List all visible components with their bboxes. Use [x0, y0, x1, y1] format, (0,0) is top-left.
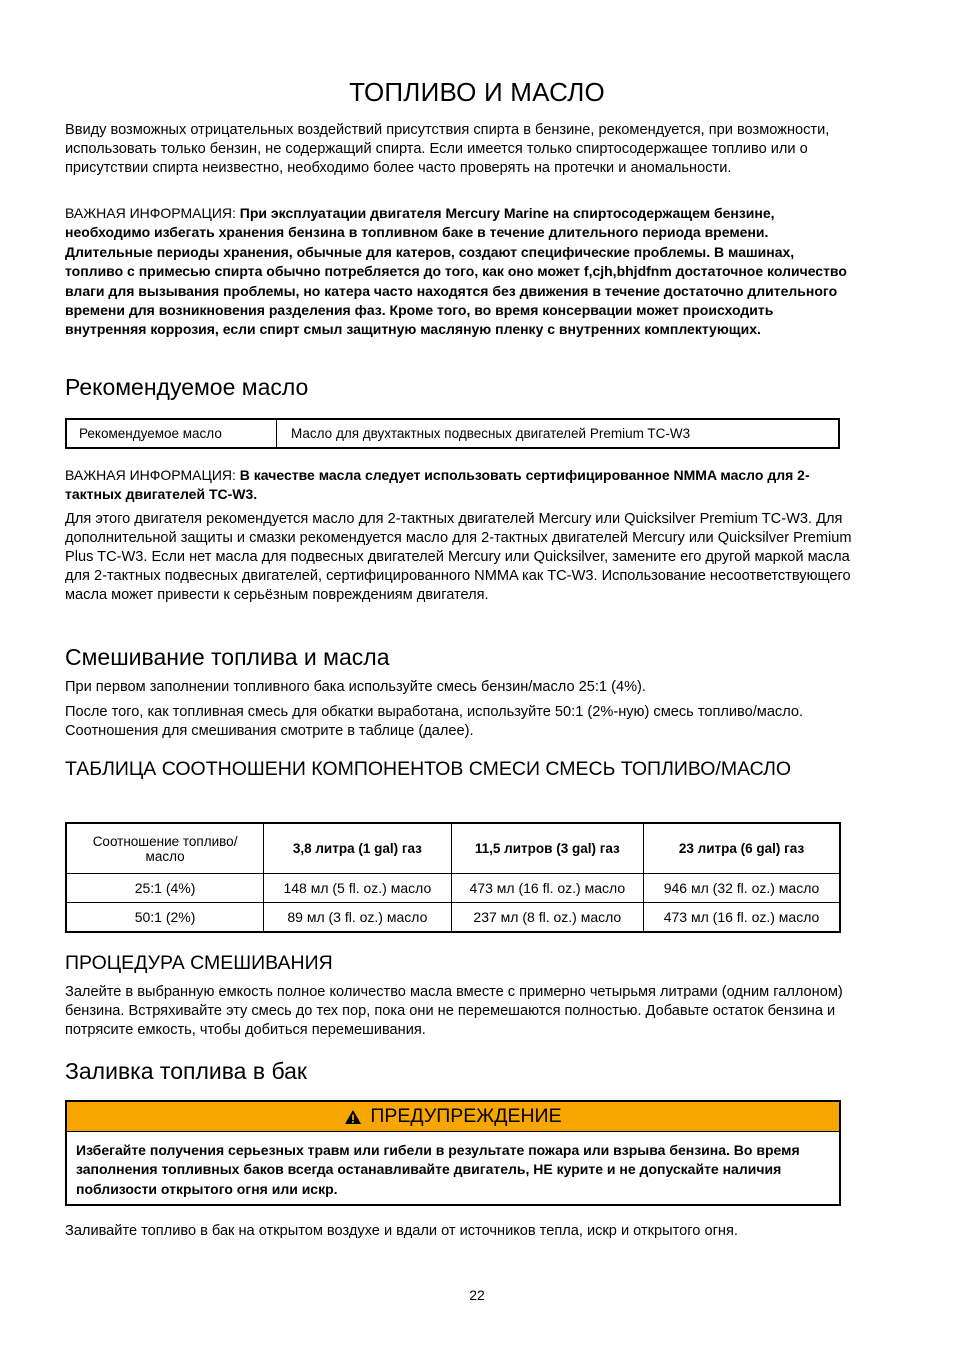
table-row — [66, 874, 840, 903]
procedure-heading: ПРОЦЕДУРА СМЕШИВАНИЯ — [65, 952, 333, 974]
important-note-alcohol — [65, 204, 855, 340]
recommended-oil-table — [65, 418, 840, 449]
mixing-paragraph-1: При первом заполнении топливного бака используйте смесь бензин/масло 25:1 (4%). — [65, 679, 646, 695]
table-cell: 473 мл (16 fl. oz.) масло — [644, 903, 840, 933]
table-cell: 89 мл (3 fl. oz.) масло — [264, 903, 451, 933]
ratio-table-heading: ТАБЛИЦА СООТНОШЕНИ КОМПОНЕНТОВ СМЕСИ СМЕСЬ ТОПЛИВО/МАСЛО — [65, 758, 792, 780]
table-cell: 25:1 (4%) — [66, 874, 264, 903]
mixing-paragraph-2: После того, как топливная смесь для обкатки выработана, используйте 50:1 (2%-ную) смесь топливо/масло. Соотношения для смешивания смотрите в таблице (далее). — [65, 704, 804, 739]
warning-header — [67, 1102, 839, 1132]
table-cell: 148 мл (5 fl. oz.) масло — [264, 874, 451, 903]
table-cell: 946 мл (32 fl. oz.) масло — [644, 874, 840, 903]
important-label: ВАЖНАЯ ИНФОРМАЦИЯ: — [65, 205, 236, 221]
page-title: ТОПЛИВО И МАСЛО — [349, 77, 605, 108]
warning-text: Избегайте получения серьезных травм или гибели в результате пожара или взрыва бензина. Во время заполнения топливных баков всегда останавливайте двигатель, НЕ курите и не допускайте наличия поблизости открытого огня или искр. — [76, 1142, 800, 1197]
ratio-table — [65, 822, 841, 933]
intro-paragraph: Ввиду возможных отрицательных воздействий присутствия спирта в бензине, рекомендуется, при возможности, использовать только бензин, не содержащий спирта. Если имеется только спиртосодержащее топливо или о присутствии спирта неизвестно, необходимо более часто проверять на протечки и аномальности. — [65, 122, 830, 176]
important-text: В качестве масла следует использовать сертифицированное NMMA масло для 2-тактных двигателей TC-W3. — [65, 467, 810, 503]
procedure-paragraph: Залейте в выбранную емкость полное количество масла вместе с примерно четырьмя литрами (одним галлоном) бензина. Встряхивайте эту смесь до тех пор, пока они не перемешаются полностью. Добавьте остаток бензина и потрясите емкость, чтобы добиться перемешивания. — [65, 984, 843, 1038]
warning-box — [65, 1100, 841, 1206]
recommended-oil-label: Рекомендуемое масло — [67, 420, 277, 447]
warning-title: ПРЕДУПРЕЖДЕНИЕ — [370, 1105, 562, 1127]
table-header-cell: Соотношение топливо/масло — [66, 823, 264, 874]
mixing-heading: Смешивание топлива и масла — [65, 644, 390, 670]
oil-paragraph: Для этого двигателя рекомендуется масло для 2-тактных двигателей Mercury или Quicksilver Premium TC-W3. Для дополнительной защиты и смазки рекомендуется масло для 2-тактных двигателей Mercury или Quicksilver Premium Plus TC-W3. Если нет масла для подвесных двигателей Mercury или Quicksilver, замените его другой маркой масла для 2-тактных подвесных двигателей, сертифицированного NMMA как TC-W3. Использование несоответствующего масла может привести к серьёзным повреждениям двигателя. — [65, 511, 852, 603]
warning-triangle-icon — [344, 1109, 362, 1125]
oil-heading: Рекомендуемое масло — [65, 374, 309, 400]
fill-paragraph: Заливайте топливо в бак на открытом воздухе и вдали от источников тепла, искр и открытого огня. — [65, 1223, 738, 1239]
table-header-cell: 11,5 литров (3 gal) газ — [451, 823, 643, 874]
table-cell: 237 мл (8 fl. oz.) масло — [451, 903, 643, 933]
table-header-cell: 3,8 литра (1 gal) газ — [264, 823, 451, 874]
page-number: 22 — [469, 1287, 485, 1303]
fill-heading: Заливка топлива в бак — [65, 1058, 307, 1084]
table-cell: 50:1 (2%) — [66, 903, 264, 933]
table-header-row — [66, 823, 840, 874]
table-header-cell: 23 литра (6 gal) газ — [644, 823, 840, 874]
recommended-oil-value: Масло для двухтактных подвесных двигателей Premium TC-W3 — [291, 426, 691, 441]
important-label: ВАЖНАЯ ИНФОРМАЦИЯ: — [65, 467, 236, 483]
table-cell: 473 мл (16 fl. oz.) масло — [451, 874, 643, 903]
important-note-oil — [65, 466, 855, 505]
table-row — [66, 903, 840, 933]
important-text: При эксплуатации двигателя Mercury Marine на спиртосодержащем бензине, необходимо избегать хранения бензина в топливном баке в течение длительного периода времени. Длительные периоды хранения, обычные для катеров, создают специфические проблемы. В машинах, топливо с примесью спирта обычно потребляется до того, как оно может f,cjh,bhjdfnm достаточное количество влаги для вызывания проблемы, но катера часто находятся без движения в течение достаточно длительного времени для возникновения разделения фаз. Кроме того, во время консервации может происходить внутренняя коррозия, если спирт смыл защитную масляную пленку с внутренних комплектующих. — [65, 205, 847, 338]
